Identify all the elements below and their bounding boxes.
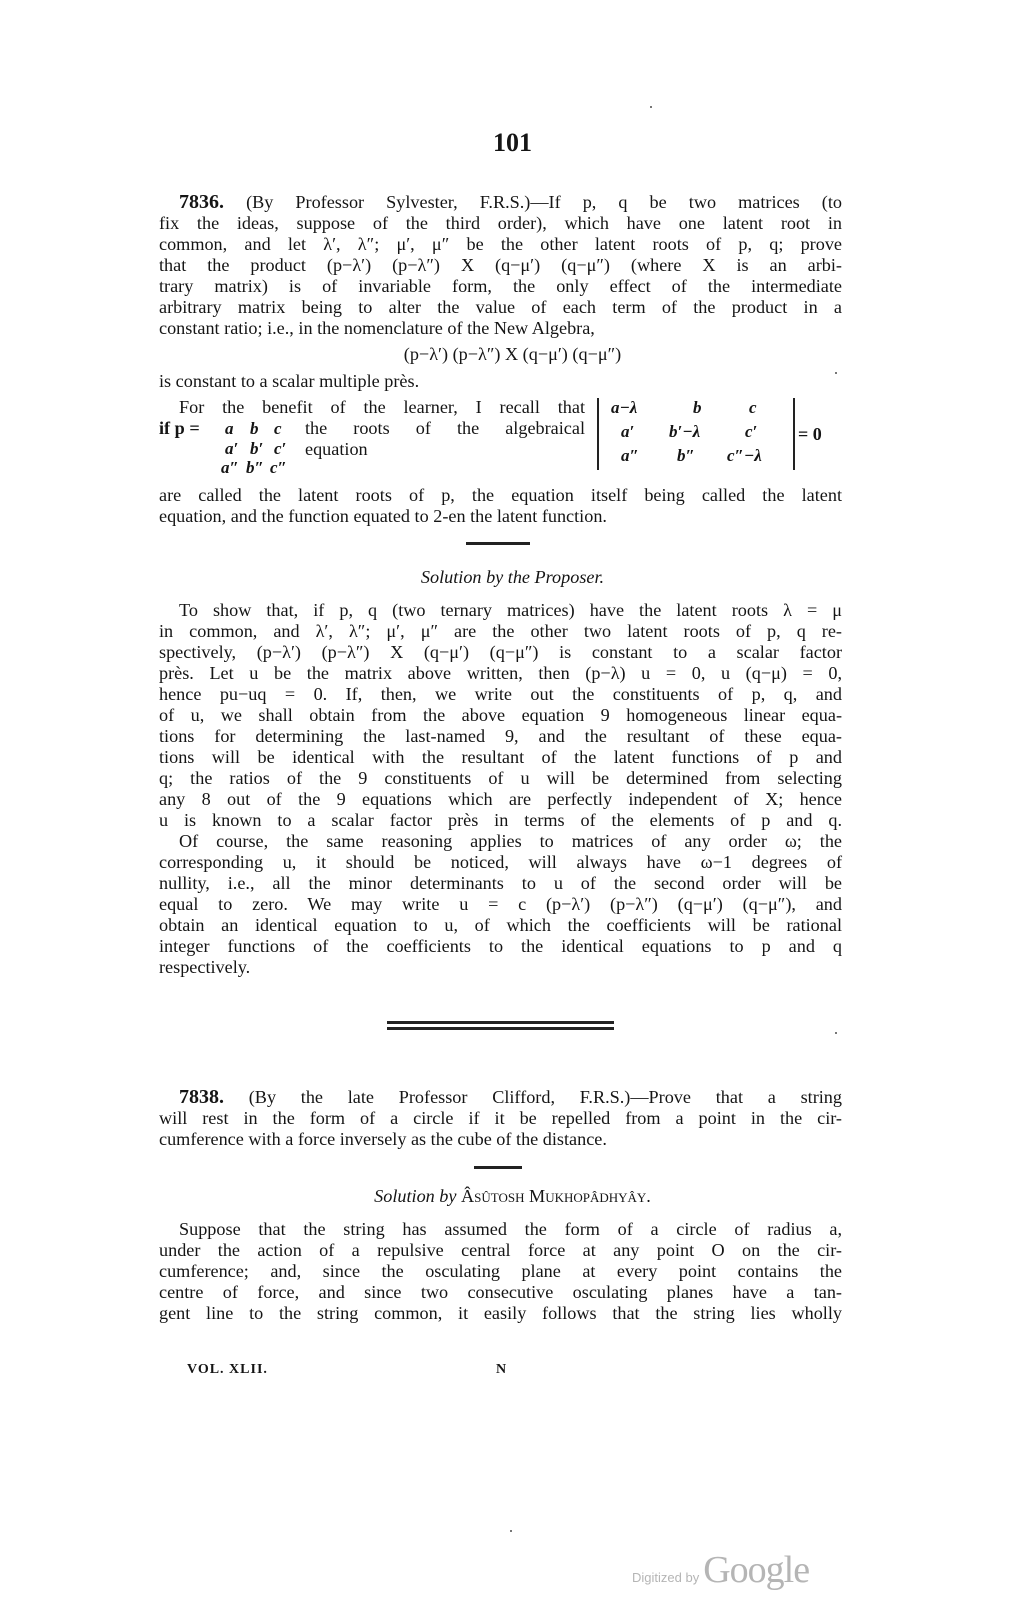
text-line: nullity, i.e., all the minor determinants to u of the second order will be xyxy=(159,873,842,893)
recall-equation-word: equation xyxy=(305,439,368,459)
text-line: any 8 out of the 9 equations which are perfectly independent of X; hence xyxy=(159,789,842,809)
text-line: are called the latent roots of p, the equation itself being called the latent xyxy=(159,485,842,505)
text-line: cumference; and, since the osculating plane at every point contains the xyxy=(159,1261,842,1281)
text-line: equal to zero. We may write u = c (p−λ′) (p−λ″) (q−μ′) (q−μ″), and xyxy=(159,894,842,914)
matrix-cell: c′ xyxy=(274,439,287,458)
text-line: tions will be identical with the resultant of the latent functions of p and xyxy=(159,747,842,767)
text-line: gent line to the string common, it easily follows that the string lies wholly xyxy=(159,1303,842,1323)
determinant-cell: c′ xyxy=(745,422,758,441)
text-line: corresponding u, it should be noticed, will always have ω−1 degrees of xyxy=(159,852,842,872)
determinant-equals-zero: = 0 xyxy=(798,424,822,444)
text-line: centre of force, and since two consecutive osculating planes have a tan- xyxy=(159,1282,842,1302)
matrix-cell: a′ xyxy=(225,439,239,458)
text-line: common, and let λ′, λ″; μ′, μ″ be the other latent roots of p, q; prove xyxy=(159,234,842,254)
section-rule xyxy=(474,1166,522,1169)
text-line: u is known to a scalar factor près in terms of the elements of p and q. xyxy=(159,810,842,830)
text-line: cumference with a force inversely as the cube of the distance. xyxy=(159,1129,607,1149)
text-line xyxy=(159,1087,842,1108)
solution-author: Âsûtosh Mukhopâdhyây. xyxy=(461,1186,651,1206)
text-line: integer functions of the coefficients to the identical equations to p and q xyxy=(159,936,842,956)
text-line: q; the ratios of the 9 constituents of u will be determined from selecting xyxy=(159,768,842,788)
text-line: in common, and λ′, λ″; μ′, μ″ are the other two latent roots of p, q re- xyxy=(159,621,842,641)
determinant-cell: b xyxy=(693,398,702,417)
question-text: (By Professor Sylvester, F.R.S.)—If p, q be two matrices (to xyxy=(246,192,842,212)
text-line: of u, we shall obtain from the above equation 9 homogeneous linear equa- xyxy=(159,705,842,725)
question-number: 7838. xyxy=(179,1086,224,1108)
text-line: under the action of a repulsive central force at any point O on the cir- xyxy=(159,1240,842,1260)
text-line: près. Let u be the matrix above written, then (p−λ) u = 0, u (q−μ) = 0, xyxy=(159,663,842,683)
recall-prefix: if p = xyxy=(159,418,200,438)
page-number: 101 xyxy=(493,128,532,157)
determinant-cell: b′−λ xyxy=(669,422,701,441)
matrix-cell: a xyxy=(225,419,234,438)
text-line xyxy=(159,192,842,213)
solution-heading: Solution by the Proposer. xyxy=(420,567,605,587)
determinant-cell: c xyxy=(749,398,757,417)
text-line: equation, and the function equated to 2-en the latent function. xyxy=(159,506,607,526)
watermark-prefix: Digitized by xyxy=(632,1570,700,1585)
scan-speck xyxy=(650,106,652,108)
text-line: respectively. xyxy=(159,957,251,977)
determinant-cell: a′ xyxy=(621,422,635,441)
text-line: trary matrix) is of invariable form, the only effect of the intermediate xyxy=(159,276,842,296)
matrix-cell: c″ xyxy=(270,458,287,477)
matrix-cell: b′ xyxy=(250,439,264,458)
determinant-cell: a−λ xyxy=(611,398,638,417)
scan-speck xyxy=(835,1032,837,1034)
scan-speck xyxy=(835,372,837,374)
latent-determinant xyxy=(597,398,795,470)
recall-suffix: the roots of the algebraical xyxy=(305,418,585,438)
text-line: that the product (p−λ′) (p−λ″) X (q−μ′) (q−μ″) (where X is an arbi- xyxy=(159,255,842,275)
question-text: (By the late Professor Clifford, F.R.S.)—Prove that a string xyxy=(248,1087,842,1107)
text-line: Of course, the same reasoning applies to matrices of any order ω; the xyxy=(179,831,842,851)
recall-line: For the benefit of the learner, I recall that xyxy=(179,397,585,417)
double-rule-separator xyxy=(387,1021,614,1030)
footer-signature: N xyxy=(496,1362,508,1377)
text-line: fix the ideas, suppose of the third order), which have one latent root in xyxy=(159,213,842,233)
footer-volume: VOL. XLII. xyxy=(187,1362,268,1377)
text-line: spectively, (p−λ′) (p−λ″) X (q−μ′) (q−μ″) is constant to a scalar factor xyxy=(159,642,842,662)
matrix-cell: c xyxy=(274,419,282,438)
google-logo: Google xyxy=(703,1549,810,1591)
digitized-by-google-watermark xyxy=(632,1548,809,1592)
section-rule xyxy=(466,542,530,545)
solution-heading xyxy=(0,1186,1025,1207)
solution-heading-prefix: Solution by xyxy=(374,1186,457,1206)
text-line: constant ratio; i.e., in the nomenclature of the New Algebra, xyxy=(159,318,595,338)
determinant-cell: b″ xyxy=(677,446,695,465)
text-line: arbitrary matrix being to alter the value of each term of the product in a xyxy=(159,297,842,317)
text-line: obtain an identical equation to u, of which the coefficients will be rational xyxy=(159,915,842,935)
text-line: Suppose that the string has assumed the form of a circle of radius a, xyxy=(179,1219,842,1239)
matrix-cell: b″ xyxy=(246,458,264,477)
scan-speck xyxy=(510,1530,512,1532)
text-line: hence pu−uq = 0. If, then, we write out the constituents of p, q, and xyxy=(159,684,842,704)
text-line: will rest in the form of a circle if it be repelled from a point in the cir- xyxy=(159,1108,842,1128)
matrix-cell: a″ xyxy=(221,458,239,477)
text-line: is constant to a scalar multiple près. xyxy=(159,371,420,391)
matrix-cell: b xyxy=(250,419,259,438)
text-line: To show that, if p, q (two ternary matrices) have the latent roots λ = μ xyxy=(179,600,842,620)
text-line: tions for determining the last-named 9, and the resultant of these equa- xyxy=(159,726,842,746)
question-number: 7836. xyxy=(179,191,224,213)
determinant-cell: c″−λ xyxy=(727,446,762,465)
determinant-cell: a″ xyxy=(621,446,639,465)
display-equation: (p−λ′) (p−λ″) X (q−μ′) (q−μ″) xyxy=(403,344,622,364)
